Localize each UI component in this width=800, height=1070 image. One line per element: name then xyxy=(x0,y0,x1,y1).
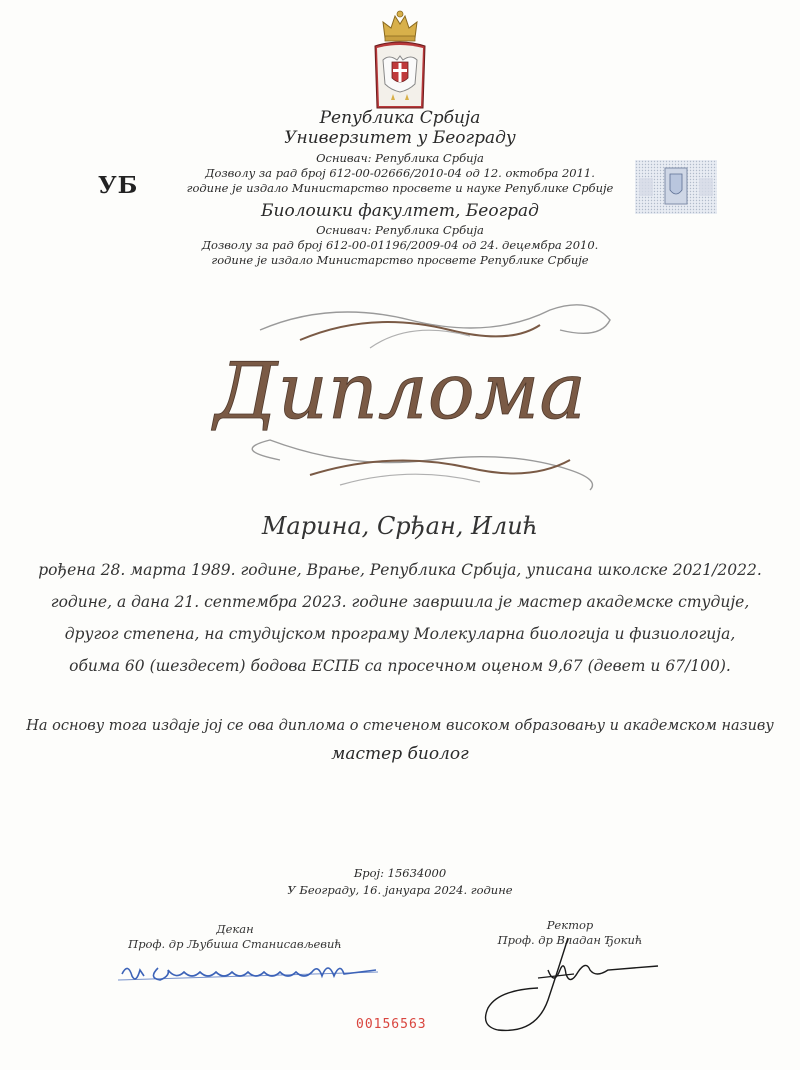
dean-signature xyxy=(118,950,378,990)
body-line-2: године, а дана 21. септембра 2023. године завршила је мастер академске студије, xyxy=(50,593,750,611)
university-heading: Универзитет у Београду xyxy=(284,128,516,148)
faculty-permit-line1: Дозволу за рад број 612-00-01196/2009-04 од 24. децембра 2010. xyxy=(201,238,599,252)
body-line-3: другог степена, на студијском програму Молекуларна биологија и физиологија, xyxy=(64,625,736,643)
rector-title: Ректор xyxy=(546,918,594,932)
serial-number: 00156563 xyxy=(356,1017,427,1032)
faculty-founder: Оснивач: Република Србија xyxy=(316,223,484,237)
ub-mark: УБ xyxy=(98,172,139,199)
issuance-statement: На основу тога издаје јој се ова диплома о стеченом високом образовању и академском називу xyxy=(26,718,774,734)
dean-title: Декан xyxy=(216,922,254,936)
graduate-name: Марина, Срђан, Илић xyxy=(261,512,539,540)
serbian-coat-of-arms-icon xyxy=(371,8,429,112)
place-date: У Београду, 16. јануара 2024. године xyxy=(287,883,513,897)
document-number: Број: 15634000 xyxy=(353,866,447,880)
body-line-1: рођена 28. марта 1989. године, Врање, Република Србија, уписана школске 2021/2022. xyxy=(38,561,762,579)
diploma-title: Диплома xyxy=(214,347,586,437)
dean-name: Проф. др Љубиша Станисављевић xyxy=(128,937,342,951)
university-permit-line1: Дозволу за рад број 612-00-02666/2010-04 од 12. октобра 2011. xyxy=(205,166,595,180)
diploma-title-ornament xyxy=(170,300,630,500)
rector-name: Проф. др Владан Ђокић xyxy=(497,933,643,947)
university-permit-line2: године је издало Министарство просвете и науке Републике Србије xyxy=(186,181,614,195)
faculty-permit-line2: године је издало Министарство просвете Републике Србије xyxy=(211,253,589,267)
faculty-heading: Биолошки факултет, Београд xyxy=(261,201,539,221)
university-founder: Оснивач: Република Србија xyxy=(316,151,484,165)
degree-title: мастер биолог xyxy=(331,744,469,764)
body-line-4: обима 60 (шездесет) бодова ЕСПБ са просечном оценом 9,67 (девет и 67/100). xyxy=(69,657,731,675)
republic-heading: Република Србија xyxy=(319,108,481,128)
rector-signature xyxy=(478,930,668,1040)
